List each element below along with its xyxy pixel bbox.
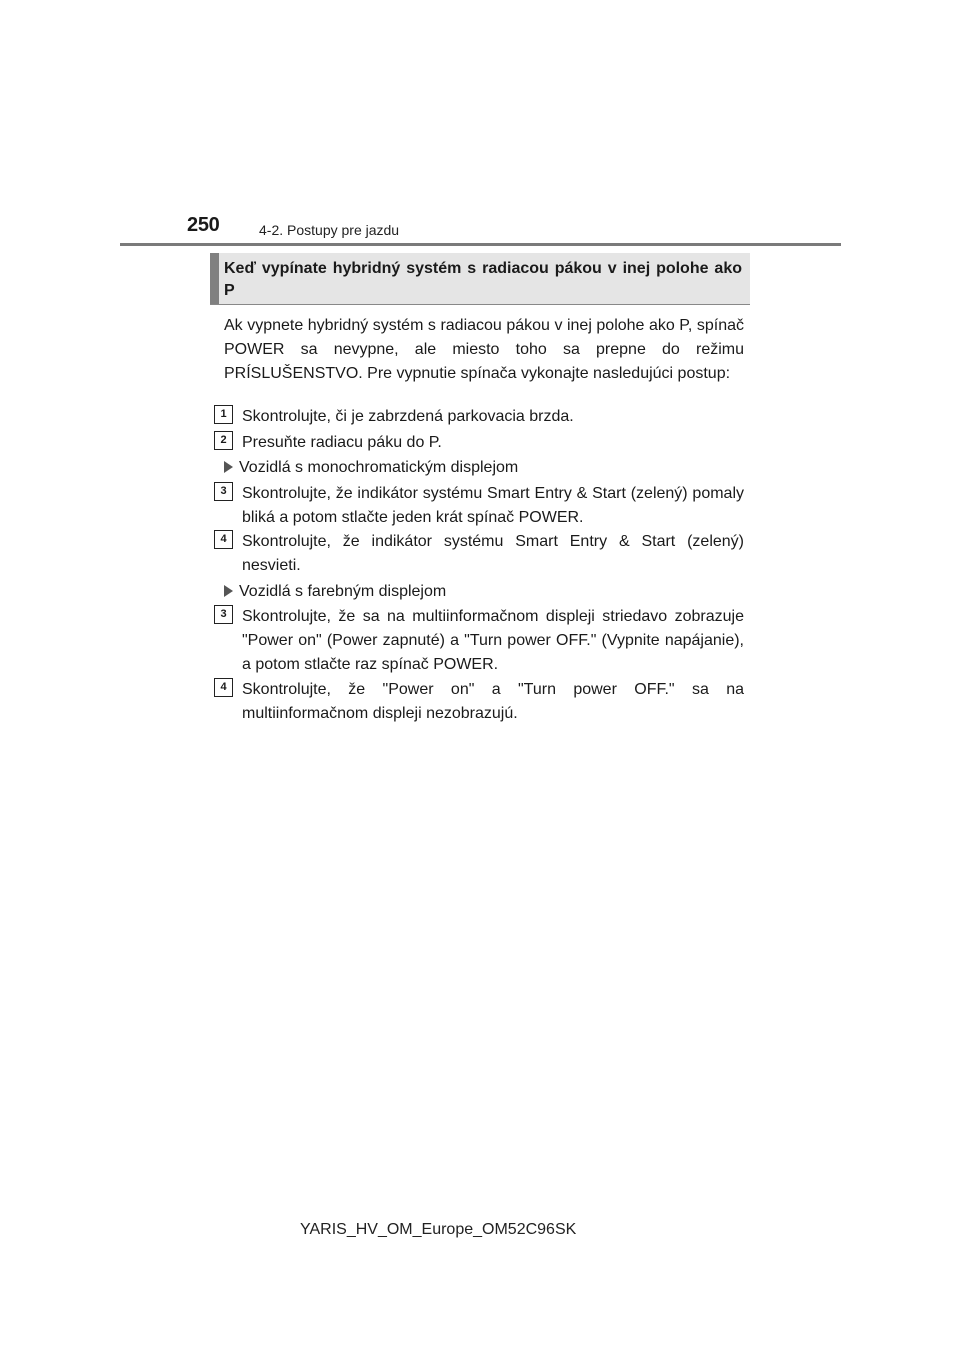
step-number-box: 3 — [214, 482, 233, 501]
step-text: Skontrolujte, že indikátor systému Smart Entry & Start (zelený) pomaly bliká a potom stlačte jeden krát spínač POWER. — [242, 485, 744, 526]
variant-monochrome — [224, 456, 518, 480]
variant-color — [224, 580, 446, 604]
step-number-box: 4 — [214, 678, 233, 697]
variant-label: Vozidlá s monochromatickým displejom — [239, 459, 519, 476]
triangle-arrow-icon — [224, 461, 233, 473]
header-rule — [120, 243, 841, 246]
variant-label: Vozidlá s farebným displejom — [239, 583, 447, 600]
footer-doc-id: YARIS_HV_OM_Europe_OM52C96SK — [300, 1221, 577, 1238]
step-number-box: 4 — [214, 530, 233, 549]
section-header: 4-2. Postupy pre jazdu — [259, 222, 400, 238]
step-number-box: 1 — [214, 405, 233, 424]
intro-paragraph: Ak vypnete hybridný systém s radiacou pákou v inej polohe ako P, spínač POWER sa nevypne, ale miesto toho sa prepne do režimu PRÍSLUŠENSTVO. Pre vypnutie spínača vykonajte nasledujúci postup: — [224, 317, 744, 382]
section-title: Keď vypínate hybridný systém s radiacou pákou v inej polohe ako P — [224, 260, 742, 299]
step-text: Skontrolujte, že "Power on" a "Turn power OFF." sa na multiinformačnom displeji nezobrazujú. — [242, 681, 744, 722]
triangle-arrow-icon — [224, 585, 233, 597]
step-text: Skontrolujte, že sa na multiinformačnom displeji striedavo zobrazuje "Power on" (Power zapnuté) a "Turn power OFF." (Vypnite napájanie), a potom stlačte raz spínač POWER. — [242, 608, 744, 673]
step-text: Skontrolujte, či je zabrzdená parkovacia brzda. — [242, 408, 574, 425]
step-text: Presuňte radiacu páku do P. — [242, 434, 442, 451]
step-number-box: 2 — [214, 431, 233, 450]
step-text: Skontrolujte, že indikátor systému Smart Entry & Start (zelený) nesvieti. — [242, 533, 744, 574]
step-number-box: 3 — [214, 605, 233, 624]
page-number: 250 — [187, 214, 220, 236]
